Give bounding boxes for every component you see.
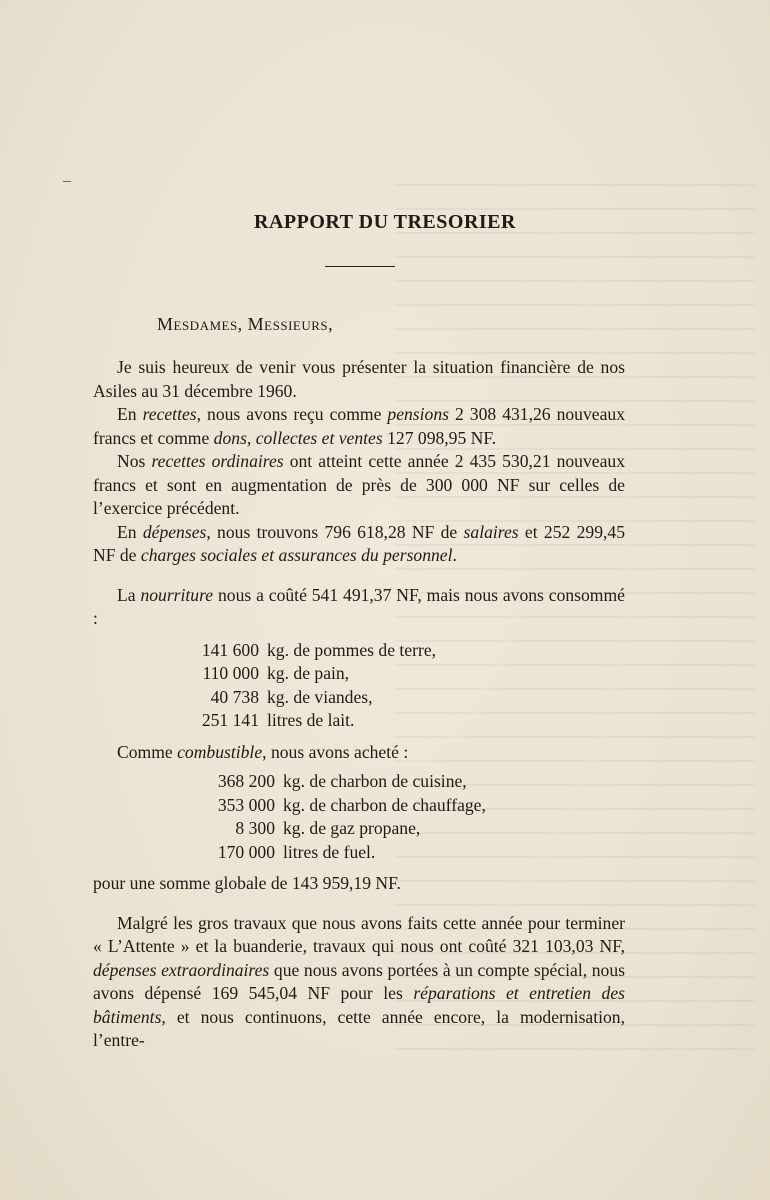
- title-rule: [325, 266, 395, 267]
- item-label: litres de lait.: [267, 710, 355, 730]
- report-title: RAPPORT DU TRESORIER: [254, 211, 516, 233]
- quantity: 141 600: [201, 639, 259, 660]
- quantity: 110 000: [202, 663, 259, 683]
- list-item: [93, 686, 625, 710]
- quantity: 40 738: [210, 686, 259, 707]
- fuel-list: [93, 770, 625, 864]
- list-item: [93, 841, 625, 865]
- paragraph-receipts: En recettes, nous avons reçu comme pensions 2 308 431,26 nouveaux francs et comme dons, collectes et ventes 127 098,95 NF.: [93, 404, 625, 448]
- paragraph-fuel-total: pour une somme globale de 143 959,19 NF.: [93, 873, 401, 893]
- list-item: [93, 817, 625, 841]
- quantity: 251 141: [201, 710, 259, 730]
- quantity: 8 300: [235, 818, 275, 838]
- item-label: kg. de gaz propane,: [283, 818, 421, 838]
- item-label: kg. de pain,: [267, 663, 350, 683]
- item-label: kg. de viandes,: [267, 686, 373, 707]
- list-item: [93, 794, 625, 818]
- item-label: kg. de charbon de chauffage,: [283, 794, 486, 815]
- quantity: 170 000: [217, 841, 275, 862]
- list-item: [93, 709, 625, 733]
- paragraph-ordinary-receipts: Nos recettes ordinaires ont atteint cette année 2 435 530,21 nouveaux francs et sont en augmentation de près de 300 000 NF sur celles de l’exercice précédent.: [93, 451, 625, 518]
- report-body: [93, 356, 625, 1053]
- list-item: [93, 770, 625, 794]
- margin-mark: [63, 181, 71, 182]
- paragraph-food: La nourriture nous a coûté 541 491,37 NF, mais nous avons consommé :: [93, 584, 625, 628]
- paragraph-fuel: Comme combustible, nous avons acheté :: [117, 741, 409, 762]
- list-item: [93, 662, 625, 686]
- salutation: Mesdames, Messieurs,: [157, 314, 334, 334]
- item-label: kg. de pommes de terre,: [267, 639, 437, 660]
- item-label: litres de fuel.: [283, 841, 376, 862]
- paragraph-intro: Je suis heureux de venir vous présenter la situation financière de nos Asiles au 31 décembre 1960.: [93, 357, 625, 401]
- item-label: kg. de charbon de cuisine,: [283, 771, 467, 791]
- food-list: [93, 639, 625, 733]
- quantity: 368 200: [217, 771, 275, 791]
- paragraph-works: Malgré les gros travaux que nous avons faits cette année pour terminer « L’Attente » et la buanderie, travaux qui nous ont coûté 321 103,03 NF, dépenses extraordinaires que nous avons portées à un compte spécial, nous avons dépensé 169 545,04 NF pour les réparations et entretien des bâtiments, et nous continuons, cette année encore, la modernisation, l’entre-: [93, 912, 625, 1050]
- list-item: [93, 639, 625, 663]
- quantity: 353 000: [217, 794, 275, 815]
- paragraph-expenses: En dépenses, nous trouvons 796 618,28 NF de salaires et 252 299,45 NF de charges sociales et assurances du personnel.: [93, 521, 625, 565]
